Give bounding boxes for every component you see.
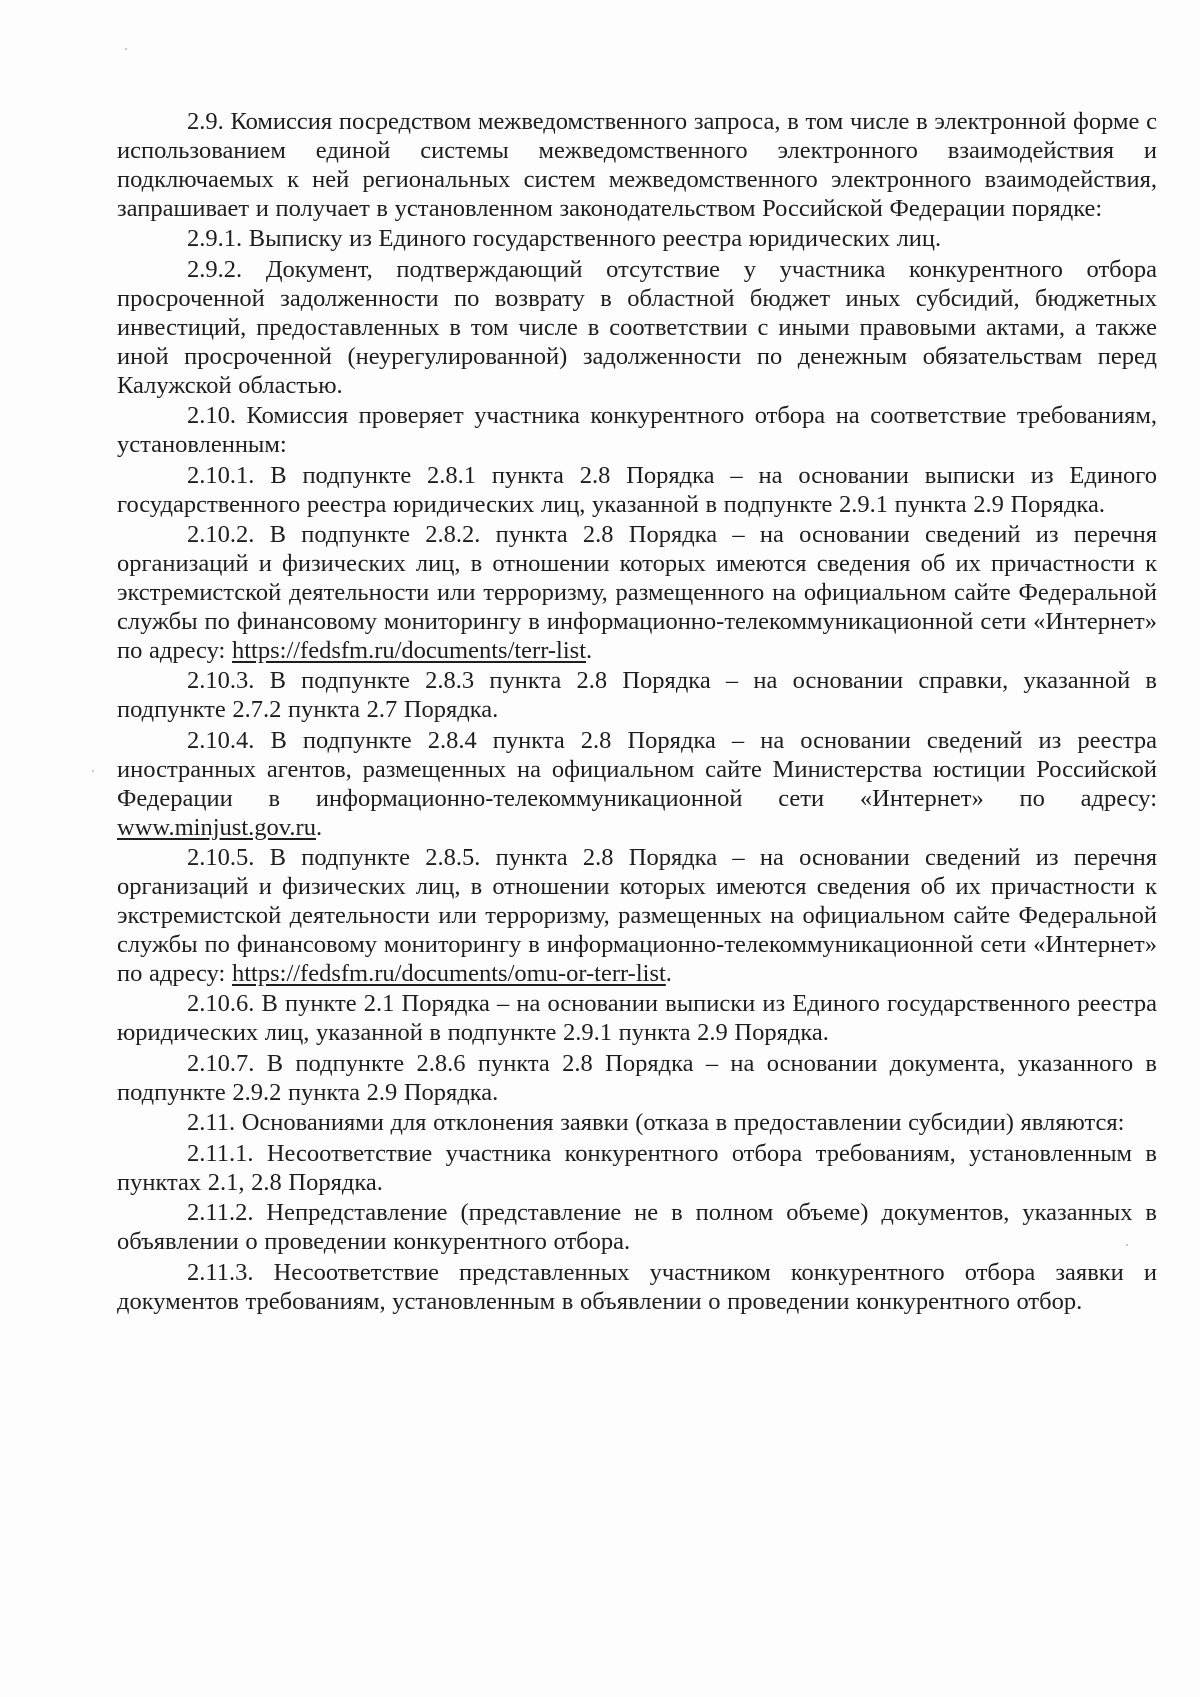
paragraph-2-11-2: 2.11.2. Непредставление (представление не в полном объеме) документов, указанных в объявлении о проведении конкурентного отбора.: [117, 1199, 1157, 1256]
paragraph-2-10: 2.10. Комиссия проверяет участника конкурентного отбора на соответствие требованиям, установленным:: [117, 402, 1157, 459]
document-body: [117, 108, 1157, 1318]
scan-speck: [92, 770, 94, 772]
paragraph-2-9-1: 2.9.1. Выписку из Единого государственного реестра юридических лиц.: [187, 225, 942, 253]
paragraph-2-9-2: 2.9.2. Документ, подтверждающий отсутствие у участника конкурентного отбора просроченной задолженности по возврату в областной бюджет иных субсидий, бюджетных инвестиций, предоставленных в том числе в соответствии с иными правовыми актами, а также иной просроченной (неурегулированной) задолженности по денежным обязательствам перед Калужской областью.: [117, 255, 1157, 399]
minjust-link[interactable]: www.minjust.gov.ru: [117, 813, 316, 841]
paragraph-2-10-5: 2.10.5. В подпункте 2.8.5. пункта 2.8 Порядка – на основании сведений из перечня организаций и физических лиц, в отношении которых имеются сведения об их причастности к экстремистской деятельности или терроризму, размещенных на официальном сайте Федеральной службы по финансовому мониторингу в информационно-телекоммуникационной сети «Интернет» по адресу: https://fedsfm.ru/documents/omu-or-terr-list.: [117, 844, 1157, 987]
paragraph-2-10-6: 2.10.6. В пункте 2.1 Порядка – на основании выписки из Единого государственного реестра юридических лиц, указанной в подпункте 2.9.1 пункта 2.9 Порядка.: [117, 990, 1157, 1047]
paragraph-2-10-2: 2.10.2. В подпункте 2.8.2. пункта 2.8 Порядка – на основании сведений из перечня организаций и физических лиц, в отношении которых имеются сведения об их причастности к экстремистской деятельности или терроризму, размещенного на официальном сайте Федеральной службы по финансовому мониторингу в информационно-телекоммуникационной сети «Интернет» по адресу: https://fedsfm.ru/documents/terr-list.: [117, 521, 1157, 664]
terr-list-link[interactable]: https://fedsfm.ru/documents/terr-list: [231, 636, 587, 664]
paragraph-2-11: 2.11. Основаниями для отклонения заявки (отказа в предоставлении субсидии) являются:: [187, 1109, 1125, 1137]
scan-speck: [125, 48, 127, 50]
paragraph-2-10-4: 2.10.4. В подпункте 2.8.4 пункта 2.8 Порядка – на основании сведений из реестра иностранных агентов, размещенных на официальном сайте Министерства юстиции Российской Федерации в информационно-телекоммуникационной сети «Интернет» по адресу: www.minjust.gov.ru.: [117, 726, 1157, 841]
paragraph-2-11-1: 2.11.1. Несоответствие участника конкурентного отбора требованиям, установленным в пунктах 2.1, 2.8 Порядка.: [117, 1139, 1157, 1196]
paragraph-2-10-3: 2.10.3. В подпункте 2.8.3 пункта 2.8 Порядка – на основании справки, указанной в подпункте 2.7.2 пункта 2.7 Порядка.: [117, 667, 1157, 724]
paragraph-2-10-1: 2.10.1. В подпункте 2.8.1 пункта 2.8 Порядка – на основании выписки из Единого государственного реестра юридических лиц, указанной в подпункте 2.9.1 пункта 2.9 Порядка.: [117, 461, 1157, 518]
paragraph-2-10-7: 2.10.7. В подпункте 2.8.6 пункта 2.8 Порядка – на основании документа, указанного в подпункте 2.9.2 пункта 2.9 Порядка.: [117, 1049, 1157, 1106]
omu-or-terr-list-link[interactable]: https://fedsfm.ru/documents/omu-or-terr-list: [231, 959, 666, 987]
paragraph-2-11-3: 2.11.3. Несоответствие представленных участником конкурентного отбора заявки и документов требованиям, установленным в объявлении о проведении конкурентного отбор.: [117, 1258, 1157, 1315]
paragraph-2-9: 2.9. Комиссия посредством межведомственного запроса, в том числе в электронной форме с использованием единой системы межведомственного электронного взаимодействия и подключаемых к ней региональных систем межведомственного электронного взаимодействия, запрашивает и получает в установленном законодательством Российской Федерации порядке:: [117, 108, 1157, 222]
